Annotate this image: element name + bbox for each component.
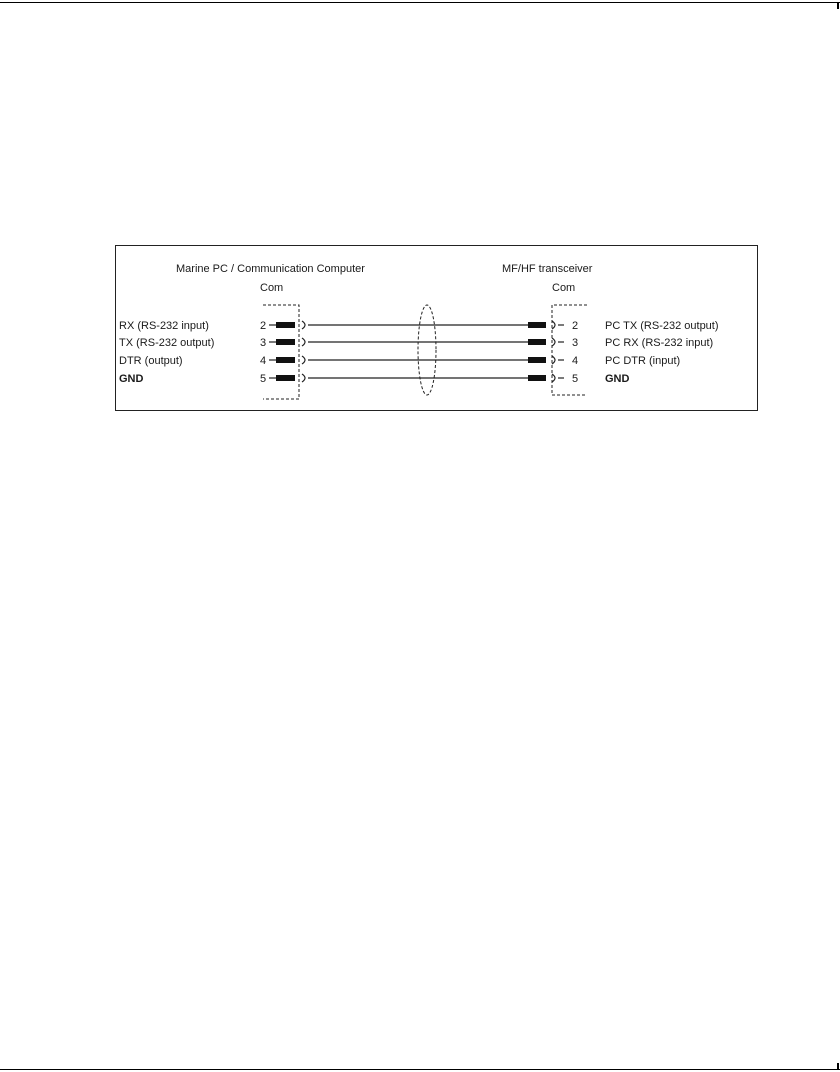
wire-pin-2 (269, 321, 564, 329)
right-connector-outline (552, 305, 587, 395)
right-pin-number: 2 (572, 320, 579, 332)
right-signal-label: PC DTR (input) (605, 355, 681, 367)
left-port-label: Com (260, 282, 284, 294)
header-edge-mark (837, 3, 839, 9)
header-rule (0, 2, 840, 3)
left-pin-number: 4 (260, 355, 267, 367)
wire-pin-5 (269, 374, 564, 382)
left-device-title: Marine PC / Communication Computer (176, 263, 365, 275)
left-signal-label: TX (RS-232 output) (119, 337, 215, 349)
wire-pin-3 (269, 338, 564, 346)
right-signal-label: PC TX (RS-232 output) (605, 320, 719, 332)
left-signal-label: DTR (output) (119, 355, 183, 367)
right-pin-number: 4 (572, 355, 579, 367)
right-port-label: Com (552, 282, 576, 294)
right-signal-label: PC RX (RS-232 input) (605, 337, 714, 349)
right-signal-label: GND (605, 373, 630, 385)
right-device-title: MF/HF transceiver (502, 263, 593, 275)
left-pin-number: 2 (260, 320, 267, 332)
left-pin-number: 3 (260, 337, 267, 349)
left-pin-number: 5 (260, 373, 267, 385)
cable-shield-ellipse (418, 305, 436, 395)
wire-pin-4 (269, 356, 564, 364)
left-connector-outline (263, 305, 299, 399)
footer-edge-mark (837, 1063, 839, 1069)
right-pin-number: 3 (572, 337, 579, 349)
footer-rule (0, 1069, 840, 1070)
left-signal-label: RX (RS-232 input) (119, 320, 209, 332)
wiring-diagram-svg (116, 246, 759, 412)
wiring-diagram (115, 245, 758, 411)
right-pin-number: 5 (572, 373, 579, 385)
left-signal-label: GND (119, 373, 144, 385)
